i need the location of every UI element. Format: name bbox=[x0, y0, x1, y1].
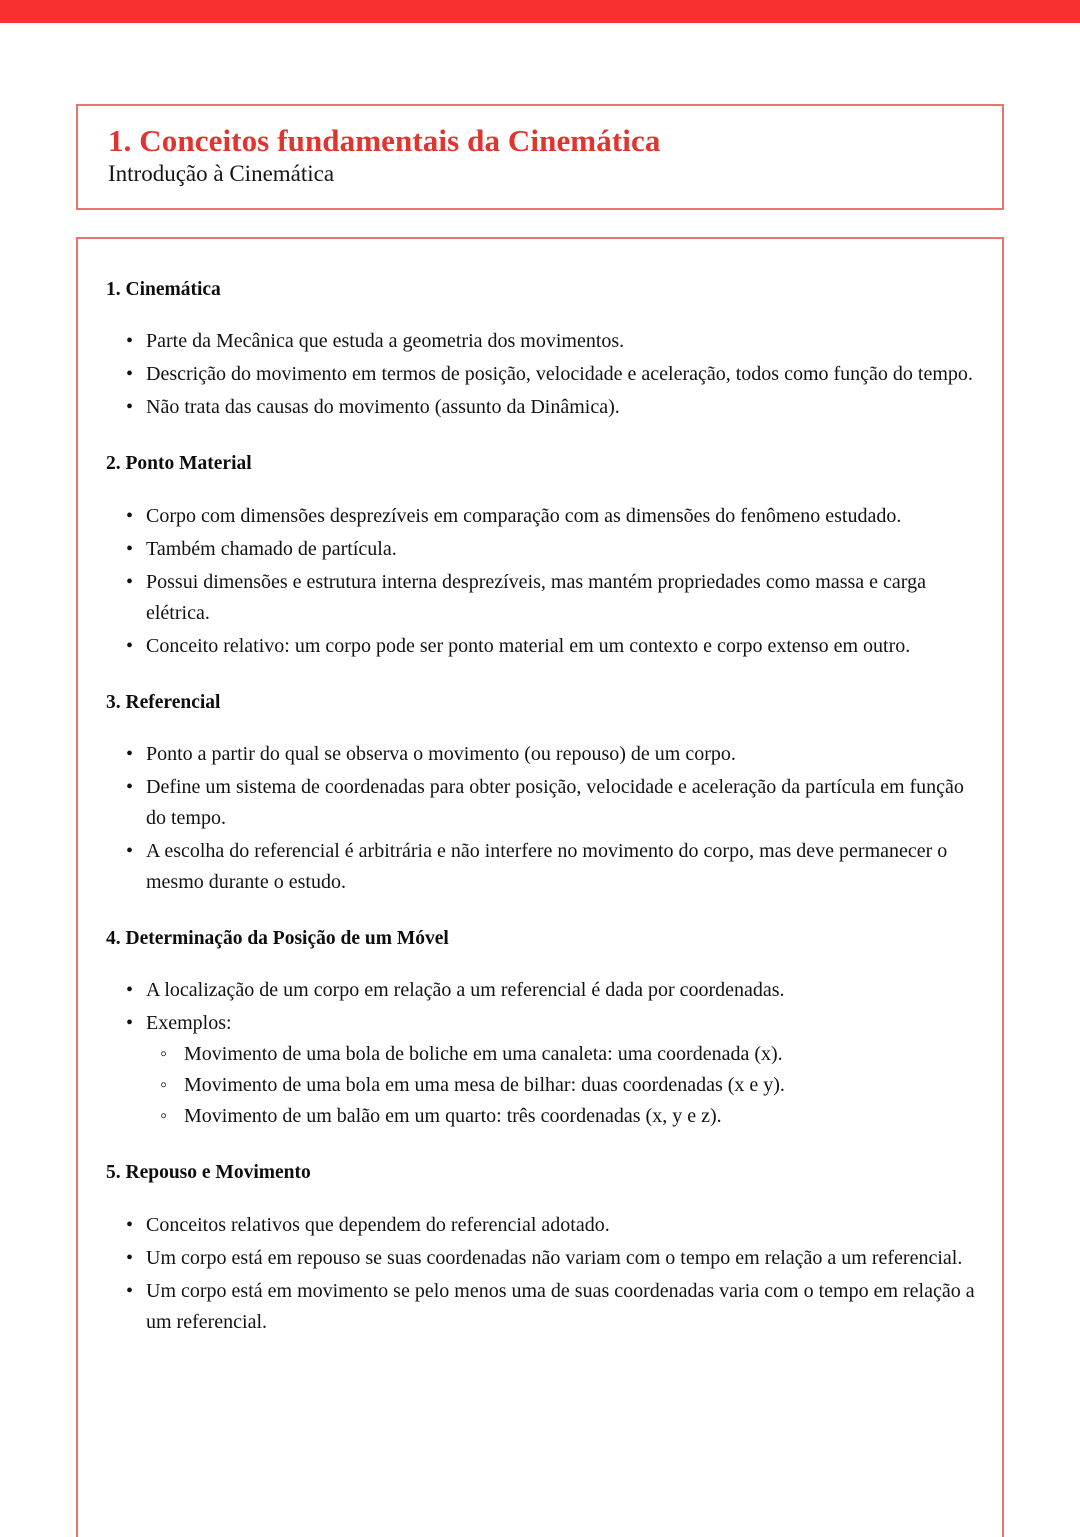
bullet-text: Corpo com dimensões desprezíveis em comparação com as dimensões do fenômeno estudado. bbox=[146, 504, 902, 527]
bullet-text: Possui dimensões e estrutura interna desprezíveis, mas mantém propriedades como massa e carga elétrica. bbox=[146, 570, 926, 624]
sub-bullet-text: Movimento de uma bola em uma mesa de bilhar: duas coordenadas (x e y). bbox=[184, 1074, 785, 1097]
bullet-item bbox=[104, 772, 976, 834]
bullet-list bbox=[104, 326, 976, 423]
bullet-list bbox=[104, 739, 976, 898]
bullet-item bbox=[104, 534, 976, 565]
bullet-text: Também chamado de partícula. bbox=[146, 537, 397, 560]
bullet-text: Conceito relativo: um corpo pode ser ponto material em um contexto e corpo extenso em outro. bbox=[146, 634, 911, 657]
bullet-item bbox=[104, 359, 976, 390]
page-title: 1. Conceitos fundamentais da Cinemática bbox=[108, 123, 661, 158]
page-subtitle: Introdução à Cinemática bbox=[108, 161, 335, 187]
document-header-card bbox=[76, 104, 1004, 210]
bullet-item bbox=[104, 1210, 976, 1241]
section-heading: 2. Ponto Material bbox=[106, 453, 252, 475]
bullet-item bbox=[104, 1243, 976, 1274]
bullet-text: Um corpo está em movimento se pelo menos uma de suas coordenadas varia com o tempo em relação a um referencial. bbox=[146, 1279, 975, 1333]
document-content-card bbox=[76, 237, 1004, 1537]
content-section bbox=[104, 1160, 976, 1337]
section-heading: 3. Referencial bbox=[106, 691, 221, 713]
section-heading: 1. Cinemática bbox=[106, 279, 221, 300]
section-heading: 4. Determinação da Posição de um Móvel bbox=[106, 928, 449, 950]
bullet-item bbox=[104, 631, 976, 662]
bullet-text: A escolha do referencial é arbitrária e não interfere no movimento do corpo, mas deve permanecer o mesmo durante o estudo. bbox=[146, 840, 948, 894]
bullet-item bbox=[104, 567, 976, 629]
bullet-item bbox=[104, 392, 976, 423]
content-section bbox=[104, 451, 976, 661]
content-section bbox=[104, 277, 976, 423]
bullet-item bbox=[104, 326, 976, 357]
bullet-item bbox=[104, 739, 976, 770]
bullet-text: Ponto a partir do qual se observa o movimento (ou repouso) de um corpo. bbox=[146, 743, 736, 766]
content-section bbox=[104, 926, 976, 1132]
section-heading: 5. Repouso e Movimento bbox=[106, 1162, 311, 1184]
bullet-item bbox=[104, 501, 976, 532]
bullet-item bbox=[104, 975, 976, 1006]
bullet-item bbox=[104, 836, 976, 898]
bullet-item bbox=[104, 1008, 976, 1132]
bullet-text: A localização de um corpo em relação a um referencial é dada por coordenadas. bbox=[146, 979, 785, 1002]
bullet-list bbox=[104, 975, 976, 1132]
sub-bullet-list bbox=[146, 1039, 976, 1132]
bullet-list bbox=[104, 501, 976, 662]
bullet-item bbox=[104, 1276, 976, 1338]
sub-bullet-item bbox=[146, 1101, 976, 1132]
bullet-text: Um corpo está em repouso se suas coordenadas não variam com o tempo em relação a um referencial. bbox=[146, 1246, 963, 1269]
bullet-list bbox=[104, 1210, 976, 1338]
bullet-text: Parte da Mecânica que estuda a geometria dos movimentos. bbox=[146, 330, 625, 353]
sub-bullet-item bbox=[146, 1039, 976, 1070]
content-section bbox=[104, 690, 976, 898]
bullet-text: Define um sistema de coordenadas para obter posição, velocidade e aceleração da partícula em função do tempo. bbox=[146, 776, 964, 830]
sub-bullet-text: Movimento de uma bola de boliche em uma canaleta: uma coordenada (x). bbox=[184, 1043, 783, 1066]
bullet-text: Não trata das causas do movimento (assunto da Dinâmica). bbox=[146, 396, 620, 419]
sub-bullet-item bbox=[146, 1070, 976, 1101]
document-header-inner bbox=[78, 106, 1002, 188]
bullet-text: Conceitos relativos que dependem do referencial adotado. bbox=[146, 1213, 610, 1236]
top-accent-bar bbox=[0, 0, 1080, 23]
bullet-text: Exemplos: bbox=[146, 1012, 232, 1035]
bullet-text: Descrição do movimento em termos de posição, velocidade e aceleração, todos como função do tempo. bbox=[146, 363, 973, 386]
sub-bullet-text: Movimento de um balão em um quarto: três coordenadas (x, y e z). bbox=[184, 1105, 722, 1128]
